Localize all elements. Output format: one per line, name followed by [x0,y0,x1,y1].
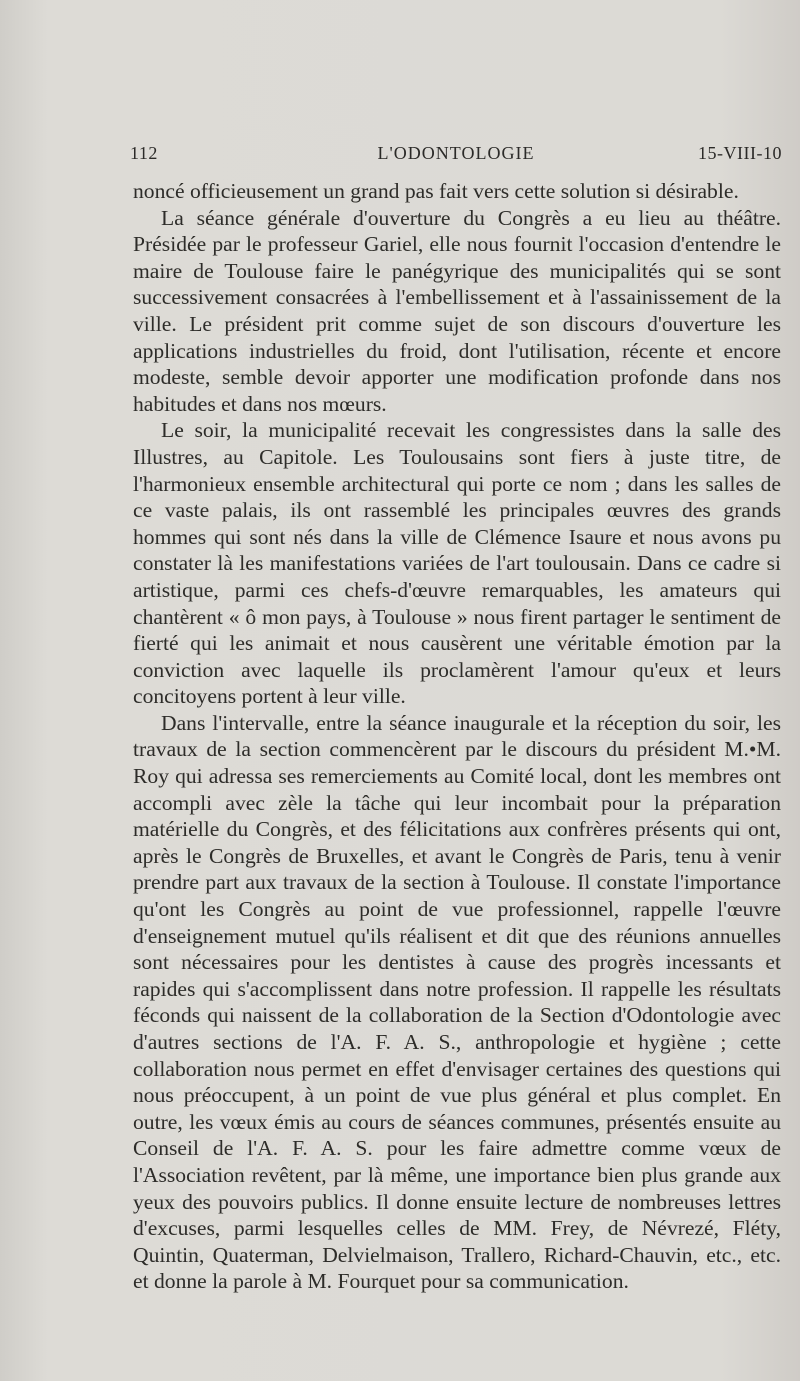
paragraph-continuation: noncé officieusement un grand pas fait vers cette solution si désirable. [133,179,739,203]
running-header [130,143,782,173]
page-number: 112 [130,143,158,163]
issue-date: 15-VIII-10 [698,143,782,163]
paragraph-evening-reception: Le soir, la municipalité recevait les congressistes dans la salle des Illustres, au Capitole. Les Toulousains sont fiers à juste titre, de l'harmonieux ensemble architectural qui porte ce nom ; dans les salles de ce vaste palais, ils ont rassemblé les principales œuvres des grands hommes qui sont nés dans la ville de Clémence Isaure et nous avons pu constater là les manifestations variées de l'art toulousain. Dans ce cadre si artistique, parmi ces chefs-d'œuvre remarquables, les amateurs qui chantèrent « ô mon pays, à Toulouse » nous firent partager le sentiment de fierté qui les animait et nous causèrent une véritable émotion par la conviction avec laquelle ils proclamèrent l'amour qu'eux et leurs concitoyens portent à leur ville. [133,418,781,709]
body-text [133,178,781,1295]
paragraph-section-work: Dans l'intervalle, entre la séance inaugurale et la réception du soir, les travaux de la section commencèrent par le discours du président M.•M. Roy qui adressa ses remerciements au Comité local, dont les membres ont accompli avec zèle la tâche qui leur incombait pour la préparation matérielle du Congrès, et des félicitations aux confrères présents qui ont, après le Congrès de Bruxelles, et avant le Congrès de Paris, tenu à venir prendre part aux travaux de la section à Toulouse. Il constate l'importance qu'ont les Congrès au point de vue professionnel, rappelle l'œuvre d'enseignement mutuel qu'ils réalisent et dit que des réunions annuelles sont nécessaires pour les dentistes à cause des progrès incessants et rapides qui s'accomplissent dans notre profession. Il rappelle les résultats féconds qui naissent de la collaboration de la Section d'Odontologie avec d'autres sections de l'A. F. A. S., anthropologie et hygiène ; cette collaboration nous permet en effet d'envisager certaines des questions qui nous préoccupent, à un point de vue plus général et plus complet. En outre, les vœux émis au cours de séances communes, présentés ensuite au Conseil de l'A. F. A. S. pour les faire admettre comme vœux de l'Association revêtent, par là même, une importance bien plus grande aux yeux des pouvoirs publics. Il donne ensuite lecture de nombreuses lettres d'excuses, parmi lesquelles celles de MM. Frey, de Névrezé, Fléty, Quintin, Quaterman, Delvielmaison, Trallero, Richard-Chauvin, etc., etc. et donne la parole à M. Fourquet pour sa communication. [133,710,781,1294]
paragraph-opening-session: La séance générale d'ouverture du Congrès a eu lieu au théâtre. Présidée par le professeur Gariel, elle nous fournit l'occasion d'entendre le maire de Toulouse faire le panégyrique des municipalités qui se sont successivement consacrées à l'embellissement et à l'assainissement de la ville. Le président prit comme sujet de son discours d'ouverture les applications industrielles du froid, dont l'utilisation, récente et encore modeste, semble devoir apporter une modification profonde dans nos habitudes et dans nos mœurs. [133,205,781,416]
journal-title: L'ODONTOLOGIE [377,143,535,163]
